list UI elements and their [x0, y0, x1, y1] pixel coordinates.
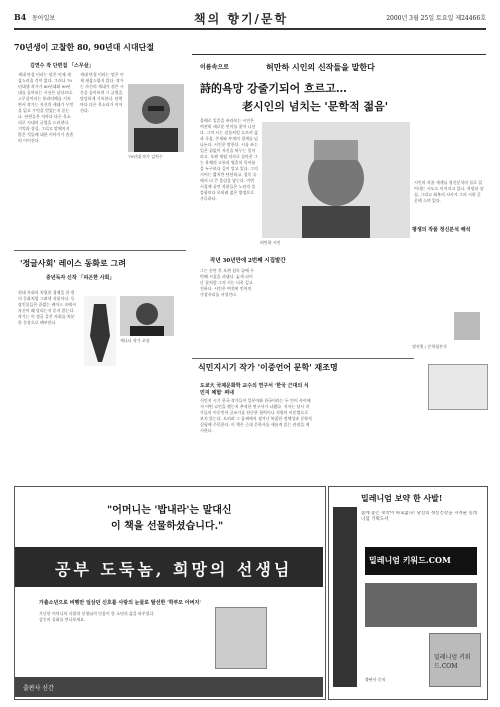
ad-copy: 가난한 어머니의 사랑과 선생님의 믿음이 한 소년의 삶을 바꾸었다. 감동의 실화를 만나보세요.	[39, 611, 155, 622]
author-photo-2-caption: 캐나다 작가 초상	[120, 338, 150, 343]
feature-kicker: 이름속으로	[200, 64, 229, 71]
feature-subhead-2: 평생의 작품 정신분석 해석	[412, 227, 471, 233]
feature-top-rule	[192, 54, 486, 55]
portrait-illustration	[128, 84, 184, 152]
divider-bottom	[192, 358, 414, 359]
feature-subhead: 작년 30년만에 2번째 시집발간	[210, 258, 286, 264]
ad-book-cover	[215, 607, 267, 669]
masthead	[14, 10, 486, 30]
feature-headline-1: 詩的욕망 강줄기되어 흐르고…	[200, 82, 347, 95]
ad-right-sidebar	[333, 507, 357, 687]
ad-publisher: 출판사 신간	[23, 685, 54, 692]
ad-right-image	[365, 583, 477, 627]
ad-quote-line-2: 이 책을 선물하셨습니다."	[111, 521, 224, 532]
silhouette-illustration	[84, 296, 116, 366]
ad-quote-line-1: "어머니는 '밥내라'는 말대신	[107, 505, 232, 516]
feature-body-3: 시인의 작품 세계를 정신분석의 틀로 읽어내는 시도도 이어지고 있다. 욕망과 상실, 그리고 회복의 서사가 그의 시편 곳곳에 스며 있다.	[414, 180, 484, 203]
ad-right-publisher: 출판사 문의	[365, 677, 386, 682]
poet-photo-caption: 허만하 시인	[260, 240, 281, 245]
ad-right-banner	[365, 547, 477, 575]
author-photo	[128, 84, 184, 152]
portrait-illustration-2	[120, 296, 174, 336]
left-top-subhead: 김연수 작 단편집 「스무살」	[30, 63, 94, 69]
ad-banner-text: 공부 도둑놈, 희망의 선생님	[55, 560, 293, 579]
bottom-article-body: 식민지 시기 한국 작가들이 일본어와 한국어라는 두 언어 사이에서 어떤 고민을 했는지 추적한 연구서가 나왔다. 저자는 당시 작가들의 이중언어 글쓰기를 단순한 협력이나 저항의 이분법으로 보지 않는다. 오히려 그 틈새에서 생겨난 복잡한 정체성과 문학적 실험에 주목한다. 이 책은 근대 문학사를 새롭게 읽는 관점을 제시한다.	[200, 398, 312, 433]
left-mid-headline: '정글사회' 레이스 동화로 그려	[20, 258, 126, 268]
left-top-body: 세대 단절 이라는 말은 이제 새삼스러울 것이 없다. 그러나 70년대생 작가가 80년대와 90년대를 돌아보는 시선은 남다르다. 스무살이라는 통과의례를 거치면서 작가는 자신의 세대가 무엇을 잃고 무엇을 얻었는지 묻는다. 단편들은 저마다 다른 목소리로 시대의 균열을 드러낸다. 기억과 상실, 그리고 말해지지 않은 것들에 대한 이야기가 촘촘히 이어진다.	[18, 72, 74, 143]
left-top-headline: 70년생이 고찰한 80, 90년대 시대단절	[14, 42, 155, 52]
poet-photo	[262, 122, 410, 238]
poet-portrait-illustration	[262, 122, 410, 238]
left-top-body-more: 세대 단절 이라는 말은 이제 새삼스럽지 않다. 작가는 자신의 세대가 겪은 시간을 돌아보며 그 균열을 담담하게 기록한다. 단편마다 다른 목소리가 이어진다.	[80, 72, 124, 113]
critic-caption: 정진원 / 문학평론가	[412, 344, 447, 349]
bottom-article-subhead: 도쿄大 국제문화학 교수의 연구서 '한국 근대의 식민지 체험' 펴내	[200, 383, 309, 396]
feature-body-2: 그는 등단 후 오랜 침묵 끝에 두 번째 시집을 펴냈다. 늦게 피어난 꽃처럼 그의 시는 더욱 깊고 진하다. 시인은 여전히 언어의 가장자리를 서성인다.	[200, 268, 254, 297]
advertisement-left[interactable]	[14, 486, 326, 700]
bottom-article-headline: 식민지시기 작가 '이중언어 문학' 재조명	[198, 362, 338, 372]
book-cover-small	[428, 364, 488, 410]
feature-body: 올해로 일흔을 바라보는 시인은 여전히 새로운 언어를 찾아 나선다. 그의 시는 강물처럼 흐르며 삶과 죽음, 존재와 부재의 경계를 넘나든다. 시인은 말한다. 시를 쓰는 일은 끝없이 자신을 허무는 일이라고. 오랜 세월 의사로 살아온 그는 육체의 고통과 영혼의 목마름을 누구보다 깊이 알고 있다. 그의 시어는 짧지만 단단하고, 침묵 속에서 더 큰 울림을 낳는다. 이번 시집에 실린 작품들은 노년의 쓸쓸함보다 오히려 젊은 열정으로 가득하다.	[200, 118, 258, 201]
author-photo-caption: 70년대 작가 김연수	[128, 154, 163, 159]
critic-photo	[454, 312, 480, 340]
ad-right-book-cover	[429, 633, 481, 687]
page-number: B4	[14, 12, 27, 22]
ad-footer	[15, 677, 323, 697]
ad-right-headline: 밀레니엄 보약 한 사발!	[361, 493, 443, 503]
divider	[14, 250, 186, 251]
left-top-body-col2	[80, 72, 124, 242]
author-photo-2	[120, 296, 174, 336]
left-mid-subhead: 중년독자 신작 「피곤한 사회」	[46, 275, 115, 281]
feature-subtitle: 허만하 시인의 신작들을 말한다	[266, 62, 375, 72]
cover-illustration	[84, 296, 116, 366]
feature-headline-2: 老시인의 넘치는 '문학적 젊음'	[242, 100, 389, 113]
ad-right-sub: 몸에 좋은 보약이 따로없다! 당신의 정신건강을 지켜줄 밀레니엄 기획도서	[361, 511, 478, 522]
issue-date: 2000년 3월 25일 토요일 제24466호	[386, 15, 486, 22]
left-mid-body: 현대 사회의 치열한 경쟁을 한 편의 동화처럼 그려낸 작품이다. 등장인물들은 끝없는 레이스 속에서 자신이 왜 달리는지 묻지 않는다. 작가는 이 정글 같은 사회를 차분한 문장으로 해부한다.	[18, 290, 76, 325]
advertisement-right[interactable]	[328, 486, 488, 700]
paper-name: 동아일보	[32, 15, 56, 22]
ad-right-banner-text: 밀레니엄 키워드.COM	[369, 555, 451, 565]
section-title: 책의 향기/문학	[194, 12, 289, 26]
ad-banner	[15, 547, 323, 587]
ad-right-book-title: 밀레니엄 키워드.COM	[434, 654, 471, 670]
ad-note: 가출소년으로 비행만 일삼던 신호를 사랑의 눈물로 탈선한 '학부모 아버지'	[39, 600, 201, 606]
